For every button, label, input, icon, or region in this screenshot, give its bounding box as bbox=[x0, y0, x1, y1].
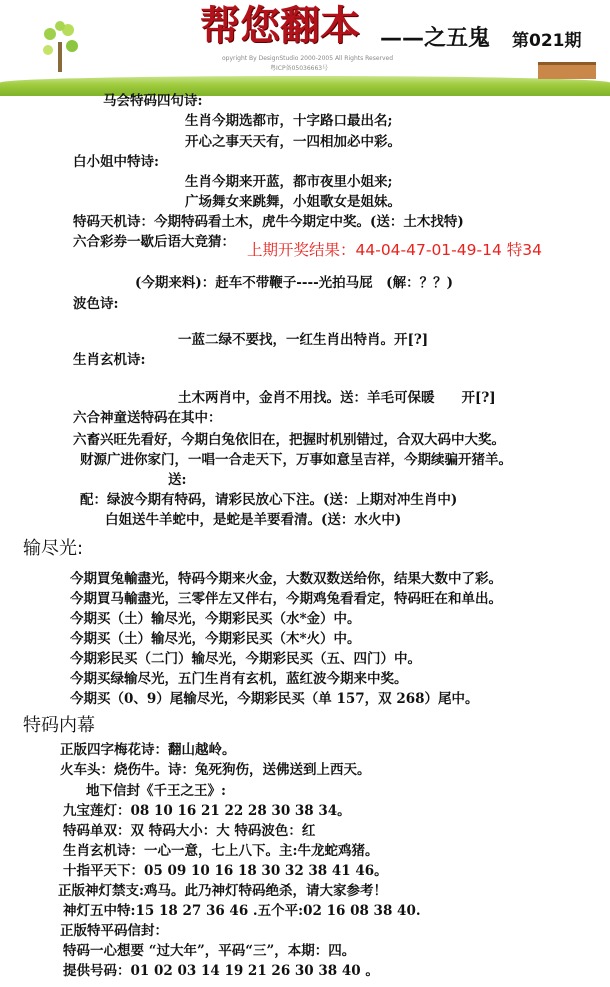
heading-line: 六合神童送特码在其中： bbox=[73, 410, 222, 426]
issue-number: 第021期 bbox=[512, 31, 582, 51]
house-decoration bbox=[538, 62, 596, 79]
text-line: 今期彩民买（二门）输尽光，今期彩民买（五、四门）中。 bbox=[70, 651, 421, 667]
tree-icon bbox=[40, 20, 80, 76]
poem-line: 生肖今期来开蓝，都市夜里小姐来; bbox=[185, 174, 393, 190]
text-line: 今期買兔輸盡光，特码今期来火金，大数双数送给你，结果大数中了彩。 bbox=[70, 571, 502, 587]
page-title: 帮您翻本 bbox=[200, 3, 360, 49]
heading-line: 六合彩券一歇后语大竞猜： bbox=[73, 234, 235, 250]
text-line: 送: bbox=[168, 472, 187, 488]
icp-text: 粤ICP备05036663号 bbox=[270, 65, 329, 72]
poem-line: 开心之事天天有，一四相加必中彩。 bbox=[185, 134, 401, 150]
text-line: 特码天机诗：今期特码看土木，虎牛今期定中奖。(送：土木找特) bbox=[73, 214, 464, 230]
last-result: 上期开奖结果：44-04-47-01-49-14 特34 bbox=[247, 241, 542, 259]
heading-line: 生肖玄机诗: bbox=[73, 352, 146, 368]
text-line: 神灯五中特:15 18 27 36 46 .五个平:02 16 08 38 40. bbox=[63, 903, 421, 919]
text-line: 特码一心想要 “过大年”，平码“三”，本期：四。 bbox=[63, 943, 356, 959]
text-line: 提供号码：01 02 03 14 19 21 26 30 38 40 。 bbox=[63, 963, 379, 979]
text-line: 正版神灯禁支:鸡马。此乃神灯特码绝杀，请大家参考！ bbox=[58, 883, 387, 899]
text-line: 今期买（0、9）尾输尽光，今期彩民买（单 157，双 268）尾中。 bbox=[70, 691, 479, 707]
text-line: 今期买（土）输尽光，今期彩民买（水*金）中。 bbox=[70, 611, 361, 627]
poem-line: 生肖今期选都市，十字路口最出名; bbox=[185, 113, 393, 129]
text-line: 配：绿波今期有特码，请彩民放心下注。(送：上期对冲生肖中) bbox=[80, 492, 458, 508]
text-line: 六畜兴旺先看好，今期白兔依旧在，把握时机别错过，合双大码中大奖。 bbox=[73, 432, 505, 448]
text-line: 九宝莲灯：08 10 16 21 22 28 30 38 34。 bbox=[63, 803, 351, 819]
text-line: 正版特平码信封： bbox=[60, 923, 168, 939]
text-line: 今期买（土）输尽光，今期彩民买（木*火）中。 bbox=[70, 631, 361, 647]
text-line: 财源广进你家门，一唱一合走天下，万事如意呈吉祥，今期续骗开猪羊。 bbox=[80, 452, 512, 468]
heading-line: 波色诗: bbox=[73, 296, 119, 312]
heading-line: 白小姐中特诗: bbox=[73, 154, 159, 170]
text-line: 白姐送牛羊蛇中，是蛇是羊要看清。(送：水火中) bbox=[105, 512, 402, 528]
section-heading: 输尽光: bbox=[23, 538, 84, 559]
text-line: 今期買马輸盡光，三零伴左又伴右，今期鸡兔看看定，特码旺在和单出。 bbox=[70, 591, 502, 607]
text-line: 正版四字梅花诗：翻山越岭。 bbox=[60, 742, 236, 758]
copyright-text: opyright By DesignStudio 2000-2005 All Rights Reserved bbox=[222, 55, 394, 62]
poem-line: 土木两肖中，金肖不用找。送：羊毛可保暖 开[?] bbox=[178, 390, 496, 406]
heading-line: 马会特码四句诗: bbox=[103, 93, 203, 109]
text-line: 特码单双：双 特码大小：大 特码波色：红 bbox=[63, 823, 316, 839]
text-line: 今期买绿输尽光，五门生肖有玄机，蓝红波今期来中奖。 bbox=[70, 671, 408, 687]
text-line: 地下信封《千王之王》: bbox=[86, 783, 226, 799]
page-subtitle: ——之五鬼 bbox=[380, 26, 491, 51]
text-line: (今期来料)：赶车不带鞭子----光拍马屁 (解：？？) bbox=[135, 275, 453, 291]
text-line: 十指平天下：05 09 10 16 18 30 32 38 41 46。 bbox=[63, 863, 388, 879]
section-heading: 特码内幕 bbox=[23, 715, 95, 736]
poem-line: 广场舞女来跳舞，小姐歌女是姐妹。 bbox=[185, 194, 401, 210]
poem-line: 一蓝二绿不要找，一红生肖出特肖。开[?] bbox=[178, 332, 429, 348]
grass-decoration bbox=[0, 76, 610, 96]
header-banner bbox=[0, 0, 610, 96]
text-line: 生肖玄机诗：一心一意，七上八下。主:牛龙蛇鸡猪。 bbox=[63, 843, 379, 859]
text-line: 火车头：烧伤牛。诗：兔死狗伤，送佛送到上西天。 bbox=[60, 762, 371, 778]
